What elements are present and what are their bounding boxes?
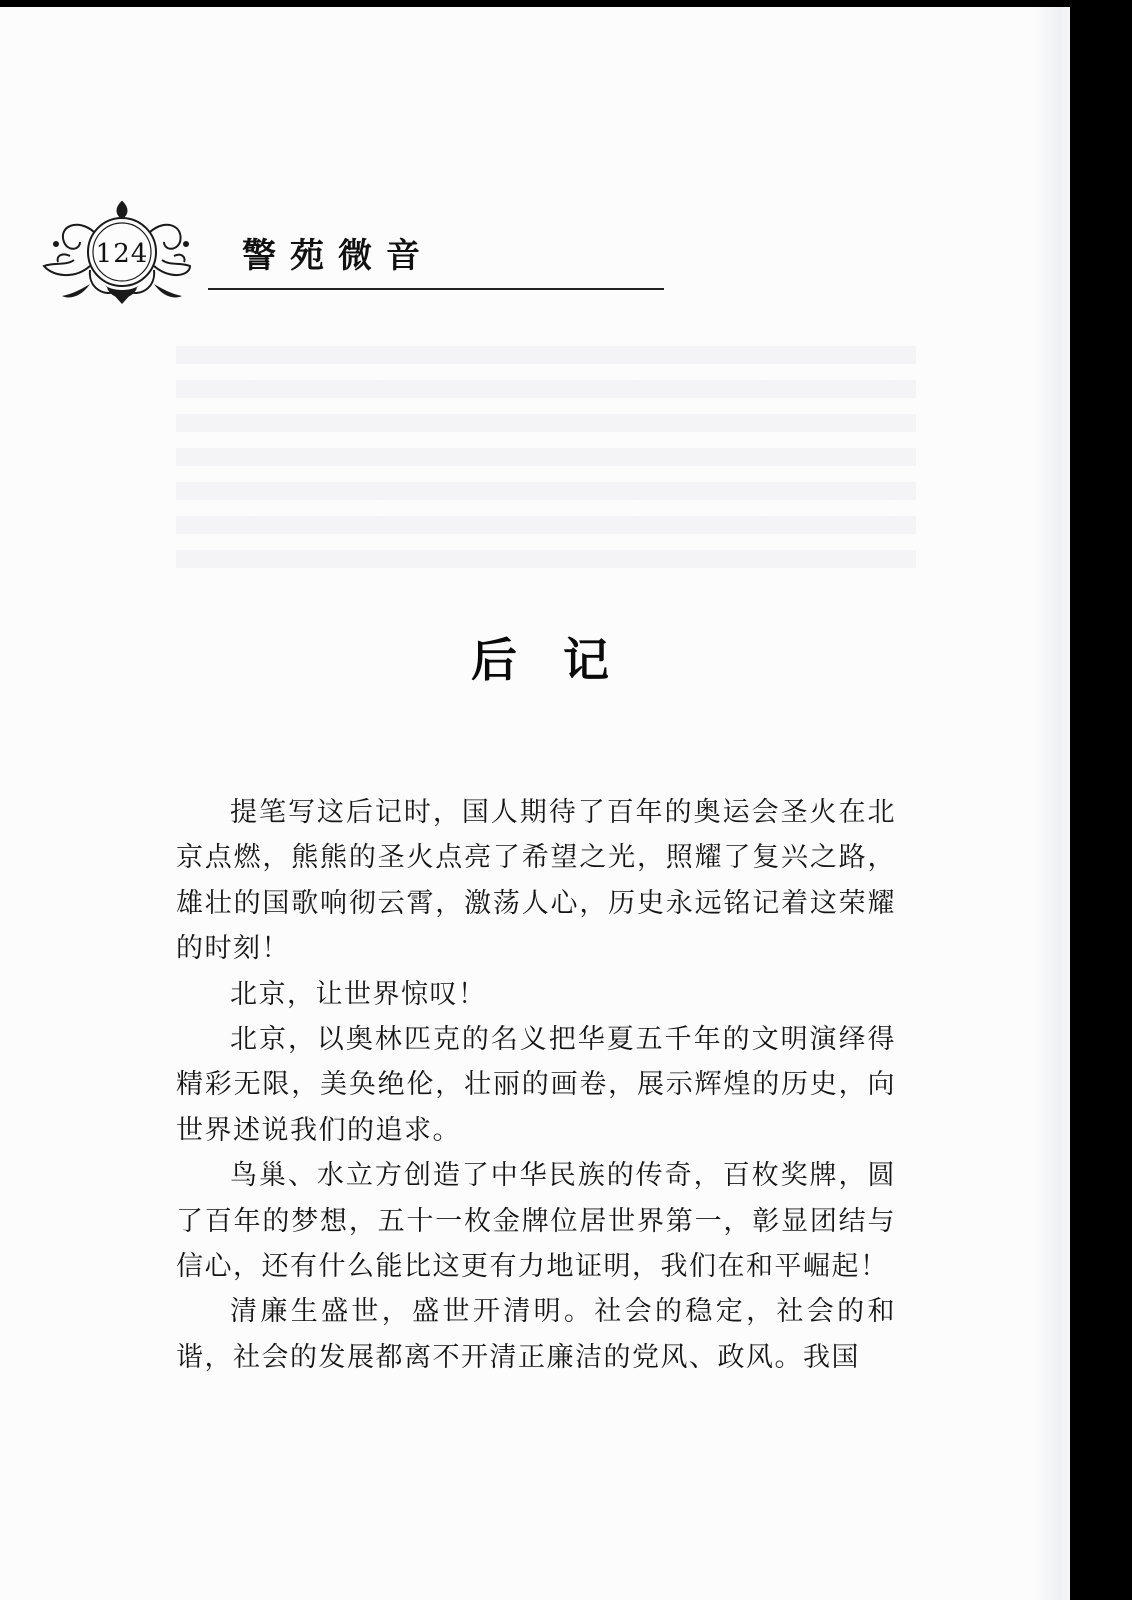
- show-through-text: [176, 330, 916, 580]
- paragraph: 鸟巢、水立方创造了中华民族的传奇，百枚奖牌，圆了百年的梦想，五十一枚金牌位居世界第一，彰显团结与信心，还有什么能比这更有力地证明，我们在和平崛起！: [176, 1160, 896, 1283]
- paragraph: 清廉生盛世，盛世开清明。社会的稳定，社会的和谐，社会的发展都离不开清正廉洁的党风、政风。我国: [176, 1296, 896, 1373]
- page-number: 124: [95, 239, 149, 269]
- scan-border-top: [0, 0, 1132, 7]
- header-rule: [208, 288, 664, 290]
- paragraph: 北京，让世界惊叹！: [230, 978, 487, 1010]
- paragraph: 北京，以奥林匹克的名义把华夏五千年的文明演绎得精彩无限，美奂绝伦，壮丽的画卷，展示辉煌的历史，向世界述说我们的追求。: [176, 1024, 896, 1146]
- running-header-title: 警苑微音: [242, 236, 434, 276]
- body-text: [176, 790, 896, 1380]
- page-edge-shadow: [1036, 7, 1070, 1600]
- scan-border-right: [1064, 0, 1132, 1600]
- chapter-title: 后 记: [471, 633, 609, 687]
- paragraph: 提笔写这后记时，国人期待了百年的奥运会圣火在北京点燃，熊熊的圣火点亮了希望之光，照耀了复兴之路，雄壮的国歌响彻云霄，激荡人心，历史永远铭记着这荣耀的时刻！: [176, 797, 896, 965]
